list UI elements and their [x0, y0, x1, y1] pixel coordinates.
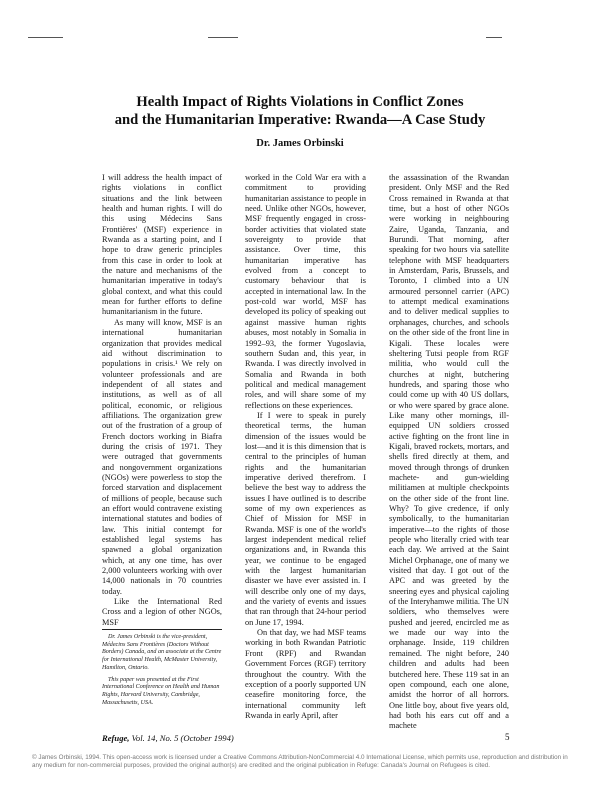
journal-issue: Vol. 14, No. 5 (October 1994): [129, 733, 234, 743]
paragraph: worked in the Cold War era with a commitment to providing humanitarian assistance to people in need. Unlike other NGOs, however, MSF frequently engaged in cross-border activities that violated state sovereignty to provide that assistance. Over time, this humanitarian imperative has evolved from a concept to customary behaviour that is accepted in international law. In the post-cold war world, MSF has developed its policy of speaking out against massive human rights abuses, most notably in Somalia in 1992–93, the former Yugoslavia, southern Sudan and, this year, in Rwanda. I was directly involved in Somalia and Rwanda in both political and medical management roles, and will share some of my reflections on these experiences.: [245, 173, 366, 410]
paragraph: I will address the health impact of rights violations in conflict situations and the link between health and human rights. I will do this using Médecins Sans Frontières' (MSF) experience in Rwanda as a starting point, and I hope to draw generic principles from this case in order to look at the nature and mechanisms of the humanitarian imperative in today's global context, and what this could mean for further efforts to define humanitarianism in the future.: [102, 173, 222, 317]
title-line-1: Health Impact of Rights Violations in Conflict Zones: [136, 94, 464, 110]
journal-footer: [102, 733, 234, 743]
paragraph: On that day, we had MSF teams working in both Rwandan Patriotic Front (RPF) and Rwandan Government Forces (RGF) territory throughout the country. With the exception of a poorly supported UN ceasefire monitoring force, the international community left Rwanda in early April, after: [245, 628, 366, 720]
top-mark-center: [208, 37, 238, 38]
paragraph: the assassination of the Rwandan president. Only MSF and the Red Cross remained in Rwanda at that time, but a host of other NGOs were working in neighbouring Zaire, Uganda, Tanzania, and Burundi. That morning, after speaking for two hours via satellite telephone with MSF headquarters in Amsterdam, Paris, Brussels, and Toronto, I climbed into a UN armoured personnel carrier (APC) to attempt medical examinations and to deliver medical supplies to orphanages, churches, and schools on the other side of the front line in Kigali. These locales were sheltering Tutsi people from RGF militia, who would cull the churches at night, butchering hundreds, and sparing those who could come up with 40 US dollars, or who were spared by grace alone. Like many other mornings, ill-equipped UN soldiers crossed active fighting on the front line in Kigali, braved rockets, mortars, and shells fired directly at them, and moved through throngs of drunken machete- and gun-wielding militiamen at multiple checkpoints on the other side of the front line. Why? To give credence, if only symbolically, to the humanitarian imperative—to the rights of those people who literally cried with tear each day. We arrived at the Saint Michel Orphanage, one of many we visited that day. I got out of the APC and was greeted by the sneering eyes and physical cajoling of the Interyhamwe militia. The UN soldiers, who themselves were pushed and jeered, encircled me as we made our way into the orphanage. Inside, 119 children remained. The night before, 240 children and adults had been butchered here. These 119 sat in an open compound, each one alone, amidst the horror of all horrors. One little boy, about five years old, had both his ears cut off and a machete: [389, 173, 509, 731]
column-2: [245, 173, 366, 721]
top-mark-right: [486, 37, 502, 38]
journal-name: Refuge,: [102, 733, 130, 743]
author-name: Dr. James Orbinski: [256, 138, 344, 149]
page-number: 5: [505, 732, 510, 742]
column-3: [389, 173, 509, 732]
article-title: [60, 93, 540, 129]
copyright-notice: © James Orbinski, 1994. This open-access work is licensed under a Creative Commons Attribution-NonCommercial 4.0 International License, which permits use, reproduction and distribution in any medium for non-commercial purposes, provided the original author(s) are credited and the original publication in Refuge: Canada's Journal on Refugees is cited.: [32, 754, 568, 769]
footnote-author-bio: Dr. James Orbinski is the vice-president, Médecins Sans Frontières (Doctors Without Borders) Canada, and an associate at the Centre for International Health, McMaster University, Hamilton, Ontario.: [102, 634, 222, 671]
column-1: [102, 173, 222, 628]
footnote-presentation: This paper was presented at the First International Conference on Health and Human Rights, Harvard University, Cambridge, Massachusetts, USA.: [102, 676, 220, 706]
paragraph: If I were to speak in purely theoretical terms, the human dimension of the issues would be lost—and it is this dimension that is central to the principles of human rights and the humanitarian imperative derived therefrom. I believe the best way to address the issues I have outlined is to describe some of my own experiences as Chief of Mission for MSF in Rwanda. MSF is one of the world's largest independent medical relief organizations and, in Rwanda this year, we continue to be engaged with the largest humanitarian disaster we have ever assisted in. I will describe only one of my days, and the variety of events and issues that ran through that 24-hour period on June 17, 1994.: [245, 410, 366, 627]
footnotes: [102, 634, 222, 711]
paragraph: Like the International Red Cross and a legion of other NGOs, MSF: [102, 597, 222, 627]
footnote-divider: [102, 629, 222, 630]
paragraph: As many will know, MSF is an international humanitarian organization that provides medical aid without discrimination to populations in crisis.¹ We rely on volunteer professionals and are independent of all states and institutions, as well as of all political, economic, or religious affiliations. The organization grew out of the frustration of a group of French doctors working in Biafra during the crisis of 1971. They were outraged that governments and nongovernment organizations (NGOs) were powerless to stop the forced starvation and displacement of millions of people, because such an effort would contravene existing international statutes and bodies of law. This initial contempt for established legal systems has spawned a global organization which, at any one time, has over 2,000 volunteers working with over 14,000 nationals in 70 countries today.: [102, 317, 222, 596]
title-line-2: and the Humanitarian Imperative: Rwanda—A Case Study: [114, 112, 486, 128]
top-mark-left: [28, 37, 63, 38]
